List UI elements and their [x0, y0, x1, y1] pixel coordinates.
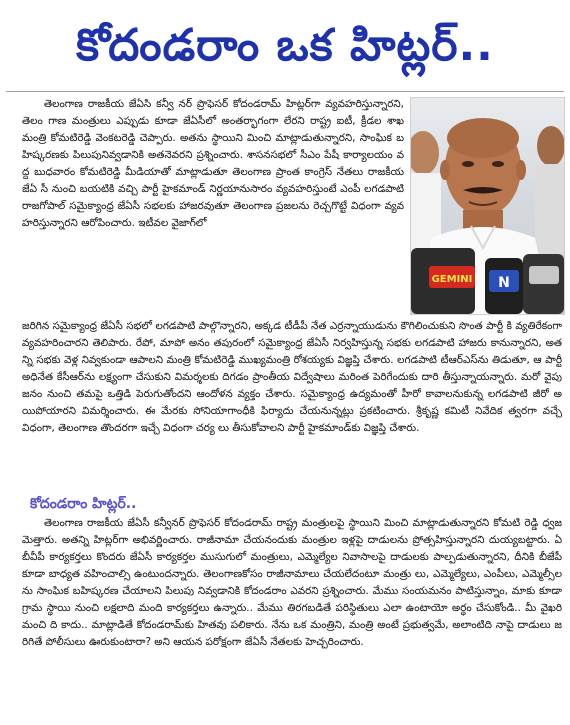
- article-paragraph-1-top: తెలంగాణ రాజకీయ జేఏసి కన్వీ నర్ ప్రొఫెసర్ కోదండరామ్ హిట్లర్‌గా వ్యవహరిస్తున్నారని, తెలం గాణ మంత్రులు ఎప్పుడు కూడా జేఏసీలో అంతర్భాగంగా లేరని రాష్ట్ర ఐటీ, క్రీడల శాఖ మంత్రి కోమటిరెడ్డి వెంకటరెడ్డి చెప్పారు. అతను స్థాయిని మించి మాట్లాడుతున్నారని, సాంఘిక బహిష్కరణకు పిలుపునివ్వడానికి అతనెవరని ప్రశ్నించారు. శాసనసభలో సీఎం పేషీ కార్యాలయం వద్ద బుధవారం కోమటిరెడ్డి మీడియాతో మాట్లాడుతూ తెలంగాణ ప్రాంత కాంగ్రెస్ నేతలు రాజకీయ జేఏ సీ నుంచి బయటికి వచ్చి పార్టీ హైకమాండ్ నిర్ణయానుసారం వ్యవహరిస్తుంటే ఎంపీ లగడపాటి రాజగోపాల్ సమైక్యాంధ్ర జేఏసీ సభలకు హాజరవుతూ తెలంగాణ ప్రజలను రెచ్చగొట్టే విధంగా వ్యవహరిస్తున్నారని ఆరోపించారు. ఇటీవల వైజాగ్‌లో: [22, 98, 404, 230]
- article-paragraph-2: తెలంగాణ రాజకీయ జేఏసీ కన్వీనర్ ప్రొఫెసర్ కోదండరామ్ రాష్ట్ర మంత్రులపై స్థాయిని మించి మాట్లాడుతున్నారని కోమటి రెడ్డి ధ్వజమెత్తారు. అతన్ని హిట్లర్‌గా అభివర్ణించారు. రాజీనామా చేయనందుకు మంత్రుల ఇళ్లపై దాడులను ప్రోత్సహిస్తున్నారని దుయ్యబట్టారు. ఏబీవీపీ కార్యకర్తలు కొందరు జేఏసీ కార్యకర్తల ముసుగులో మంత్రులు, ఎమ్మెల్యేల నివాసాలపై దాడులకు పాల్పడుతున్నారని, దీనికి బీజేపీ కూడా బాధ్యత వహించాల్సి ఉంటుందన్నారు. తెలంగాణకోసం రాజీనామాలు చేయలేదంటూ మంత్రు లు, ఎమ్మెల్యేలు, ఎంపీలు, ఎమ్మెల్సీలను సాంఘిక బహిష్కరణ చేయాలని పిలుపు నివ్వడానికి కోదండరాం ఎవరని ప్రశ్నించారు. మేము సంయమనం పాటిస్తున్నాం, మాకు కూడా గ్రామ స్థాయి నుంచి లక్షలాది మంది కార్యకర్తలు ఉన్నారు.. మేము తిరగబడితే పరిస్థితులు ఎలా ఉంటాయో అర్థం చేసుకోండి.. మీ వైఖరి మంచి ది కాదు.. మాట్లాడితే కోదండరామ్‌కు హితవు పలికారు. నేను ఒక మంత్రిని, మంత్రి అంటే ప్రభుత్వమే, అలాంటిది నాపై దాడులు జరిగితే పోలీసులు ఊరుకుంటారా? అని ఆయన పరోక్షంగా జేఏసీ నేతలకు హెచ్చరించారు.: [22, 517, 562, 649]
- headline-divider: [6, 91, 564, 92]
- headline: కోదండరాం ఒక హిట్లర్..: [76, 20, 494, 71]
- mic-logo-gemini: GEMINI: [431, 274, 473, 285]
- article-paragraph-1-rest: జరిగిన సమైక్యాంధ్ర జేఏసీ సభలో లగడపాటి పాల్గొన్నారని, అక్కడ టీడీపీ నేత ఎర్రన్నాయుడును కౌగిలించుకుని సొంత పార్టీ కి వ్యతిరేకంగా వ్యవహరించారని తెలిపారు. రేపో, మాపో అనం తపురంలో సమైక్యాంధ్ర జేఏసీ నిర్వహిస్తున్న సభకు లగడపాటి హాజరు కానున్నారని, అతన్ని సభకు వెళ్ల నివ్వకుండా ఆపాలని మంత్రి కోమటిరెడ్డి ముఖ్యమంత్రి రోశయ్యకు విజ్ఞప్తి చేశారు. లగడపాటి టీఆర్ఎస్‌ను తిడుతూ, ఆ పార్టీ అధినేత కేసీఆర్‌ను లక్ష్యంగా చేసుకుని విమర్శలకు దిగడం ప్రాంతీయ విద్వేషాలు మరింత పెరిగేందుకు దారి తీస్తున్నాయన్నారు. మరో వైపు జనం నుంచి తమపై ఒత్తిడి పెరుగుతోందని ఆందోళన వ్యక్తం చేశారు. సమైక్యాంధ్ర ఉద్యమంతో హీరో కావాలనుకున్న లగడపాటి జీరో అయిపోయారని విమర్శించారు. ఈ మేరకు సోనియాగాంధీకి ఫిర్యాదు చేయనున్నట్లు ప్రకటించారు. శ్రీకృష్ణ కమిటీ నివేదిక త్వరగా వచ్చే విధంగా, తెలంగాణ తొందరగా ఇచ్చే విధంగా చర్య లు తీసుకోవాలని పార్టీ హైకమాండ్‌కు విజ్ఞప్తి చేశారు.: [22, 320, 562, 435]
- politician-photo: [410, 97, 565, 315]
- mic-logo-n: N: [498, 275, 510, 291]
- article-subheading: కోదండరాం హిట్లర్..: [30, 496, 137, 512]
